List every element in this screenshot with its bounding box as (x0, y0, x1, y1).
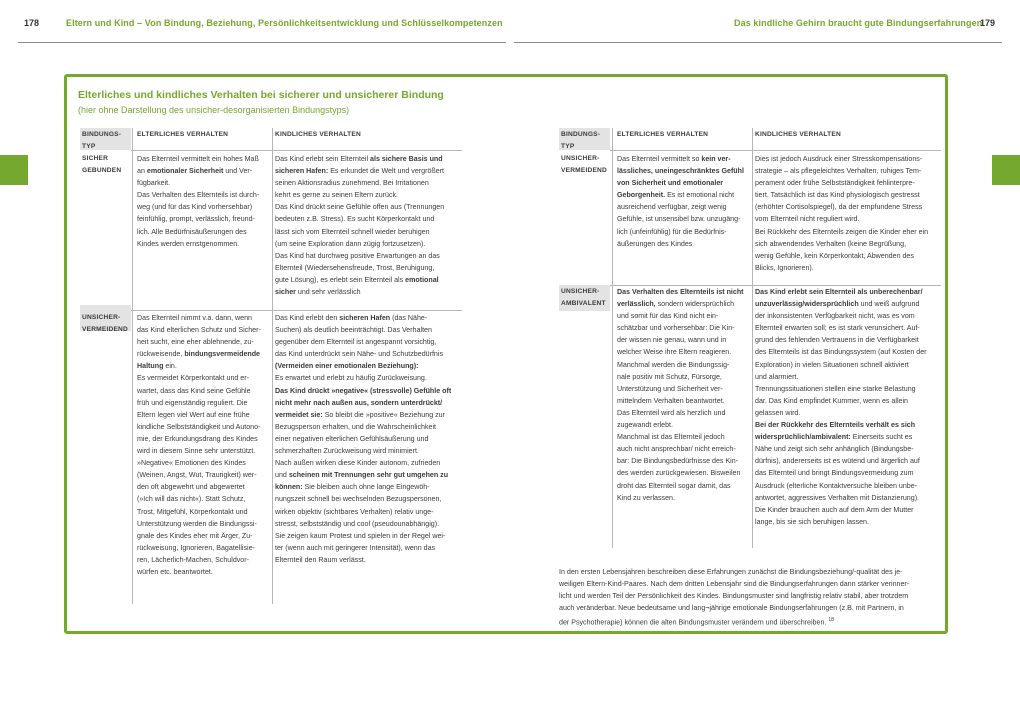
cell-line: fügbarkeit. (137, 179, 171, 188)
cell-line: Unterstützung werden die Bindungssi- (137, 519, 257, 528)
cell-line: lässt sich vom Elternteil schnell wieder beruhigen (275, 227, 430, 236)
cell-line: Das Elternteil nimmt v.a. dann, wenn (137, 314, 252, 322)
cell-line: widersprüchlich/ambivalent: Einerseits sucht es (755, 433, 913, 442)
box-subtitle: (hier ohne Darstellung des unsicher-desorganisierten Bindungstyps) (78, 105, 350, 115)
cell-line: würfen etc. beantwortet. (137, 567, 213, 576)
type-line: SICHER (82, 155, 109, 162)
header-type-1: BINDUNGS- (82, 131, 122, 138)
right-running-title: Das kindliche Gehirn braucht gute Bindungserfahrungen (734, 18, 983, 28)
box-title: Elterliches und kindliches Verhalten bei sicherer und unsicherer Bindung (78, 89, 444, 101)
cell-line: seinen Aktionsradius zunehmend. Bei Irritationen (275, 179, 429, 188)
cell-line: wartet, dass das Kind seine Gefühle (137, 386, 251, 395)
parent-behavior-ambivalent (617, 286, 751, 504)
cell-line: mittelndem Verhalten beantwortet. (617, 396, 725, 405)
cell-line: rückweisende, bindungsvermeidende (137, 350, 261, 359)
right-chapter-tab (992, 155, 1020, 185)
cell-line: Eltern legen viel Wert auf eine frühe (137, 410, 250, 419)
col-rule-2 (752, 128, 753, 548)
type-vermeidend (561, 153, 607, 177)
paragraph-line-text: der Psychotherapie) können die alten Bindungsmuster verändern und überschreiben. (559, 618, 827, 627)
cell-line: vom Elternteil nicht reguliert wird. (755, 215, 860, 224)
type-line: VERMEIDEND (561, 167, 607, 175)
cell-line: sicher und sehr verlässlich (275, 288, 361, 297)
cell-line: »Negative« Emotionen des Kindes (137, 459, 246, 468)
cell-line: grund des fehlenden Vertrauens in die Verfügbarkeit (755, 336, 919, 345)
paragraph-line: auch veränderbar. Neue bedeutsame und lang¬jährige emotionale Bindungserfahrungen (z.B. mit Partnern, in (559, 604, 904, 613)
type-ambivalent (561, 286, 606, 310)
type-vermeidend (82, 312, 128, 336)
cell-line: Blicks, Ignorieren). (755, 263, 814, 272)
cell-line: Das Kind hat durchweg positive Erwartungen an das (275, 251, 440, 260)
cell-line: das Kind elterlichen Schutz und Sicher- (137, 326, 261, 335)
cell-line: mie, der Erkundungsdrang des Kindes (137, 434, 258, 443)
cell-line: und alarmiert. (755, 372, 799, 381)
cell-line: Sie zeigen kaum Protest und spielen in der Regel wei- (275, 531, 446, 540)
left-page-number: 178 (24, 18, 40, 28)
left-chapter-tab (0, 155, 28, 185)
cell-line: (erhöhter Cortisolspiegel), da der empfundene Stress (755, 203, 923, 212)
cell-line: feinfühlig, prompt, verlässlich, freund- (137, 215, 255, 224)
type-line: UNSICHER- (561, 155, 600, 162)
cell-line: Dies ist jedoch Ausdruck einer Stresskompensations- (755, 155, 923, 163)
cell-line: tiert. Tatsächlich ist das Kind physiologisch gestresst (755, 191, 920, 200)
cell-line: sicheren Hafen: Es erkundet die Welt und vergrößert (275, 167, 445, 176)
paragraph-line: licht und werden Teil der Persönlichkeit des Kindes. Bindungsmuster sind langfristig relativ stabil, aber trotzdem (559, 592, 909, 601)
paragraph-line: In den ersten Lebensjahren beschreiben diese Erfahrungen zunächst die Bindungsbeziehung/-qualität des je- (559, 568, 903, 576)
cell-line: ausreichend verfügbar, zeigt wenig (617, 203, 727, 212)
cell-line: gelassen wird. (755, 408, 801, 417)
cell-line: und somit für das Kind nicht ein- (617, 312, 719, 321)
child-behavior-vermeidend (755, 153, 941, 274)
cell-line: (Weinen, Angst, Wut, Traurigkeit) wer- (137, 471, 257, 480)
col-rule-1 (612, 128, 613, 548)
cell-line: lich (unfeinfühlig) für die Bedürfnis- (617, 227, 727, 236)
cell-line: droht das Elternteil sogar damit, das (617, 481, 731, 490)
cell-line: das Elternteil und bringt Bindungsvermeidung zum (755, 469, 914, 478)
closing-paragraph (559, 566, 937, 629)
cell-line: Manchmal ist das Elternteil jedoch (617, 433, 725, 442)
cell-line: nungszeit schnell bei wechselnden Bezugspersonen, (275, 495, 442, 504)
cell-line: lich. Alle Bedürfnisäußerungen des (137, 227, 247, 236)
child-behavior-vermeidend (275, 312, 462, 566)
cell-line: dar. Das Kind empfindet Kummer, wenn es allein (755, 396, 908, 405)
type-line: UNSICHER- (561, 288, 600, 295)
cell-line: Nach außen wirken diese Kinder autonom, zufrieden (275, 459, 441, 468)
header-rule-right (514, 42, 1002, 43)
cell-line: stresst, selbstständig und cool (pseudounabhängig). (275, 519, 440, 528)
child-behavior-sicher (275, 153, 462, 298)
cell-line: weg (und für das Kind vorhersehbar) (137, 203, 253, 212)
cell-line: rückweisung, Ignorieren, Bagatellisie- (137, 543, 255, 552)
col-rule-2 (272, 128, 273, 604)
cell-line: kindliche Selbstständigkeit und Autono- (137, 422, 261, 431)
cell-line: der inkonsistenten Verfügbarkeit nicht, was es vom (755, 312, 915, 321)
header-child: KINDLICHES VERHALTEN (275, 131, 361, 138)
cell-line: Die Kinder brauchen auch auf dem Arm der Mutter (755, 505, 914, 514)
cell-line: Nähe und zeigt sich sehr anhänglich (Bindungsbe- (755, 445, 914, 454)
cell-line: Das Kind drückt »negative« (stressvolle) Gefühle oft (275, 386, 452, 395)
cell-line: zugewandt erlebt. (617, 421, 673, 430)
cell-line: kehrt es gerne zu seinen Eltern zurück. (275, 191, 399, 200)
child-behavior-ambivalent (755, 286, 941, 528)
cell-line: Exploration) in vielen Situationen schnell aktiviert (755, 360, 909, 369)
right-page-number: 179 (980, 18, 996, 28)
cell-line: Unterstützung und Sicherheit ver- (617, 384, 723, 393)
cell-line: welcher Weise ihre Eltern reagieren. (617, 348, 732, 357)
left-running-title: Eltern und Kind – Von Bindung, Beziehung, Persönlichkeitsentwicklung und Schlüsselkompetenzen (66, 18, 503, 28)
cell-line: gute Lösung), es erlebt sein Elternteil als emotional (275, 275, 439, 284)
paragraph-line (559, 614, 937, 628)
cell-line: nicht mehr nach außen aus, sondern unterdrückt/ (275, 398, 443, 407)
cell-line: Bei der Rückkehr des Elternteils verhält es sich (755, 421, 916, 430)
cell-line: Kind zu verlassen. (617, 493, 675, 502)
cell-line: Das Elternteil vermittelt ein hohes Maß (137, 155, 259, 163)
cell-line: Trost, Mitgefühl, Körperkontakt und (137, 507, 248, 516)
attachment-table-left (80, 128, 462, 604)
cell-line: Das Elternteil vermittelt so kein ver- (617, 155, 731, 163)
cell-line: Das Verhalten des Elternteils ist durch- (137, 191, 260, 200)
cell-line: ter (wenn auch mit geringerer Intensität), wenn das (275, 543, 436, 552)
cell-line: dürfnis), andererseits ist es wütend und ärgerlich auf (755, 457, 920, 466)
header-type-1: BINDUNGS- (561, 131, 601, 138)
cell-line: lässliches, uneingeschränktes Gefühl (617, 167, 744, 176)
cell-line: verlässlich, sondern widersprüchlich (617, 300, 735, 309)
cell-line: und scheinen mit Trennungen sehr gut umgehen zu (275, 471, 449, 480)
attachment-table-right (559, 128, 941, 548)
type-line: AMBIVALENT (561, 300, 606, 308)
header-child: KINDLICHES VERHALTEN (755, 131, 841, 138)
cell-line: Es vermeidet Körperkontakt und er- (137, 374, 249, 383)
cell-line: Das Elternteil wird als herzlich und (617, 408, 726, 417)
cell-line: bar: Die Bindungsbedürfnisse des Kin- (617, 457, 739, 466)
cell-line: Das Verhalten des Elternteils ist nicht (617, 288, 744, 296)
cell-line: den oft abgewehrt und abgewertet (137, 483, 245, 492)
cell-line: einer negativen elterlichen Gefühlsäußerung und (275, 434, 429, 443)
cell-line: Kindes werden ernstgenommen. (137, 239, 240, 248)
parent-behavior-vermeidend (617, 153, 751, 250)
cell-line: Elternteil (Wiedersehensfreude, Trost, Beruhigung, (275, 263, 435, 272)
cell-line: wirken objektiv (sichtbares Verhalten) relativ unge- (275, 507, 434, 516)
cell-line: der wissen nie genau, wann und in (617, 336, 727, 345)
cell-line: (um seine Exploration dann zügig fortzusetzen). (275, 239, 426, 248)
cell-line: wird in diesem Sinne sehr unterstützt. (137, 447, 256, 456)
cell-line: nale positiv mit Schutz, Fürsorge, (617, 372, 722, 381)
cell-line: Das Kind drückt seine Gefühle offen aus (Trennungen (275, 203, 445, 212)
parent-behavior-vermeidend (137, 312, 271, 578)
cell-line: wenig Gefühle, kein Körperkontakt, Abwenden des (755, 251, 914, 260)
cell-line: auch nicht ansprechbar/ nicht erreich- (617, 445, 736, 454)
cell-line: Haltung ein. (137, 362, 177, 371)
row-rule (131, 310, 462, 311)
cell-line: Geborgenheit. Es ist emotional nicht (617, 191, 735, 200)
cell-line: Trennungssituationen stellen eine starke Belastung (755, 384, 916, 393)
cell-line: unzuverlässig/widersprüchlich und weiß aufgrund (755, 300, 920, 309)
cell-line: schätzbar und vorhersehbar: Die Kin- (617, 324, 735, 333)
cell-line: Bei Rückkehr des Elternteils zeigen die Kinder eher ein (755, 227, 929, 236)
type-line: GEBUNDEN (82, 167, 122, 175)
cell-line: das Kind unterdrückt sein Nähe- und Schutzbedürfnis (275, 350, 443, 359)
type-line: VERMEIDEND (82, 326, 128, 334)
cell-line: ren, Lächerlich-Machen, Schuldvor- (137, 555, 249, 564)
cell-line: Das Kind erlebt den sicheren Hafen (das Nähe- (275, 314, 428, 322)
cell-line: früh und eigenständig reguliert. Die (137, 398, 248, 407)
cell-line: perament oder frühe Selbstständigkeit fehlinterpre- (755, 179, 915, 188)
cell-line: heit sucht, eine eher ablehnende, zu- (137, 338, 254, 347)
cell-line: sich abwendendes Verhalten (keine Begrüßung, (755, 239, 907, 248)
paragraph-line: weiligen Eltern-Kind-Paares. Nach dem dritten Lebensjahr sind die Bindungserfahrungen dann stärker verinner- (559, 580, 910, 589)
cell-line: Elternteil erwarten soll; es ist stark verunsichert. Auf- (755, 324, 920, 333)
cell-line: Ausdruck (elterliche Kontaktversuche bleiben unbe- (755, 481, 918, 490)
cell-line: Bezugsperson erhalten, und die Wahrscheinlichkeit (275, 422, 437, 431)
cell-line: von Sicherheit und emotionaler (617, 179, 724, 188)
parent-behavior-sicher (137, 153, 271, 250)
type-sicher (82, 153, 121, 177)
cell-line: bedeuten z.B. Stress). Es sucht Körperkontakt und (275, 215, 435, 224)
header-rule-left (18, 42, 506, 43)
footnote-marker: 18 (828, 617, 834, 624)
cell-line: Manchmal werden die Bindungssig- (617, 360, 730, 369)
cell-line: schmerzhaften Zurückweisung wird minimiert. (275, 447, 419, 456)
cell-line: Es erwartet und erlebt zu häufig Zurückweisung. (275, 374, 427, 383)
cell-line: vermeidet sie: So bleibt die »positive« Beziehung zur (275, 410, 445, 419)
cell-line: an emotionaler Sicherheit und Ver- (137, 167, 253, 176)
header-rule (131, 150, 462, 151)
cell-line: (Vermeiden einer emotionalen Beziehung): (275, 362, 419, 371)
col-rule-1 (132, 128, 133, 604)
header-type-2: TYP (561, 143, 575, 150)
header-parent: ELTERLICHES VERHALTEN (617, 131, 709, 138)
cell-line: äußerungen des Kindes (617, 239, 693, 248)
header-parent: ELTERLICHES VERHALTEN (137, 131, 229, 138)
header-rule (610, 150, 941, 151)
cell-line: antwortet, aggressives Verhalten mit Distanzierung). (755, 493, 920, 502)
cell-line: lange, bis sie sich beruhigen lassen. (755, 517, 869, 526)
cell-line: des Elternteils ist das Bindungssystem (auf Kosten der (755, 348, 927, 357)
cell-line: des werden zurückgewiesen. Bisweilen (617, 469, 741, 478)
cell-line: strategie – als pflegeleichtes Verhalten, ruhiges Tem- (755, 167, 922, 176)
cell-line: Suchen) als deutlich beeinträchtigt. Das Verhalten (275, 326, 432, 335)
cell-line: Das Kind erlebt sein Elternteil als sichere Basis und (275, 155, 443, 163)
type-line: UNSICHER- (82, 314, 121, 321)
header-type-2: TYP (82, 143, 96, 150)
cell-line: Gefühle, ist unsensibel bzw. unzugäng- (617, 215, 741, 224)
cell-line: gnale des Kindes eher mit Ärger, Zu- (137, 531, 253, 540)
cell-line: (»Ich will das nicht«). Statt Schutz, (137, 495, 246, 504)
cell-line: gegenüber dem Elternteil ist angespannt vorsichtig, (275, 338, 437, 347)
cell-line: Elternteil den Raum verlässt. (275, 555, 366, 564)
cell-line: Das Kind erlebt sein Elternteil als unberechenbar/ (755, 288, 923, 296)
cell-line: können: Sie bleiben auch ohne lange Eingewöh- (275, 483, 430, 492)
